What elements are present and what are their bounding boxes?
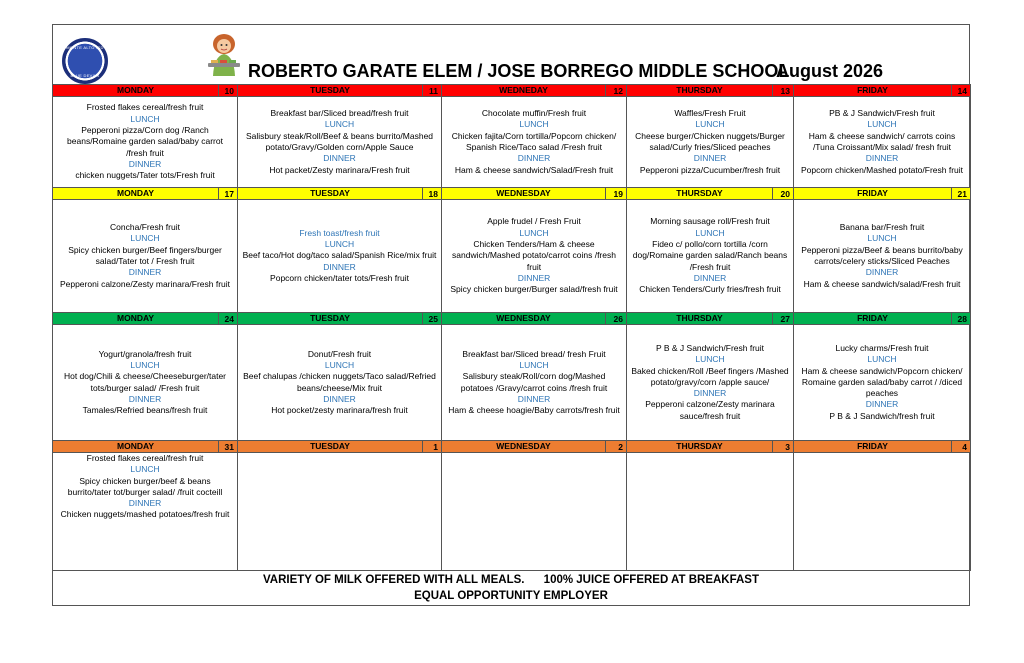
day-menu-cell <box>442 97 627 188</box>
meal-label: DINNER <box>865 399 899 410</box>
day-name: TUESDAY <box>238 313 423 325</box>
menu-line: Concha/Fresh fruit <box>110 222 180 233</box>
menu-line: Beef taco/Hot dog/taco salad/Spanish Rice/mix fruit <box>242 250 437 261</box>
menu-line: Pepperoni pizza/Corn dog /Ranch beans/Romaine garden salad/baby carrot /fresh fruit <box>67 125 223 158</box>
menu-line: Ham & cheese sandwich/Salad/Fresh fruit <box>454 164 614 175</box>
day-date: 25 <box>423 313 442 325</box>
menu-month: August 2026 <box>776 61 884 81</box>
day-menu-cell <box>627 97 794 188</box>
meal-label: DINNER <box>517 153 551 164</box>
menu-line: Baked chicken/Roll /Beef fingers /Mashed potato/gravy/corn /apple sauce/ <box>631 365 789 387</box>
day-name: MONDAY <box>53 188 219 200</box>
menu-line: Donut/Fresh fruit <box>307 348 372 359</box>
meal-label: LUNCH <box>867 354 897 365</box>
meal-label: LUNCH <box>324 359 355 370</box>
day-date: 21 <box>952 188 971 200</box>
menu-line: Banana bar/Fresh fruit <box>839 222 925 233</box>
menu-line: Waffles/Fresh Fruit <box>674 108 746 119</box>
day-date: 14 <box>952 85 971 97</box>
day-name: FRIDAY <box>794 188 952 200</box>
meal-label: LUNCH <box>519 119 549 130</box>
day-name: TUESDAY <box>238 188 423 200</box>
meal-label: LUNCH <box>130 359 160 370</box>
meal-label: LUNCH <box>867 233 897 244</box>
meal-label: DINNER <box>693 272 727 283</box>
day-menu-cell <box>442 453 627 571</box>
day-name: WEDNESDAY <box>442 441 606 453</box>
day-name: WEDNESDAY <box>442 188 606 200</box>
day-date: 3 <box>773 441 794 453</box>
day-menu-cell <box>627 453 794 571</box>
meal-label: LUNCH <box>695 227 725 238</box>
week-menu-row <box>53 200 971 313</box>
day-name: MONDAY <box>53 313 219 325</box>
meal-label: DINNER <box>517 272 551 283</box>
logo-text-bottom: BLUE DEVILS <box>70 73 100 78</box>
meal-label: DINNER <box>865 153 899 164</box>
meal-label: LUNCH <box>695 119 725 130</box>
day-name: FRIDAY <box>794 85 952 97</box>
day-menu-cell <box>627 325 794 441</box>
menu-line: Chocolate muffin/Fresh fruit <box>481 108 587 119</box>
day-date: 13 <box>773 85 794 97</box>
menu-line: Fideo c/ pollo/corn tortilla /corn dog/Romaine garden salad/Ranch beans /Fresh fruit <box>632 239 788 272</box>
menu-line: Salisbury steak/Roll/corn dog/Mashed potatoes /Gravy/carrot coins /fresh fruit <box>460 371 608 393</box>
menu-line: Popcorn chicken/Mashed potato/Fresh fruit <box>800 164 964 175</box>
menu-line: Hot pocket/zesty marinara/fresh fruit <box>271 405 408 416</box>
day-name: FRIDAY <box>794 313 952 325</box>
day-name: TUESDAY <box>238 85 423 97</box>
meal-label: DINNER <box>323 393 356 404</box>
day-menu-cell <box>53 325 238 441</box>
meal-label: LUNCH <box>324 239 355 250</box>
day-date: 11 <box>423 85 442 97</box>
day-menu-cell <box>53 97 238 188</box>
menu-line: Chicken fajita/Corn tortilla/Popcorn chicken/ Spanish Rice/Taco salad /Fresh fruit <box>451 130 617 152</box>
day-menu-cell <box>238 200 442 313</box>
menu-footer <box>52 572 970 604</box>
day-menu-cell <box>238 453 442 571</box>
menu-line: Pepperoni pizza/Cucumber/fresh fruit <box>639 164 781 175</box>
day-date: 26 <box>606 313 627 325</box>
meal-label: DINNER <box>128 158 162 169</box>
week-header-row <box>53 188 971 200</box>
day-menu-cell <box>238 97 442 188</box>
day-date: 17 <box>219 188 238 200</box>
meal-label: DINNER <box>323 261 356 272</box>
meal-label: DINNER <box>128 498 162 509</box>
week-header-row <box>53 313 971 325</box>
menu-line: Popcorn chicken/tater tots/Fresh fruit <box>270 272 409 283</box>
meal-label: DINNER <box>128 393 162 404</box>
week-menu-row <box>53 325 971 441</box>
day-name: WEDNEDAY <box>442 85 606 97</box>
footer-equal-opportunity: EQUAL OPPORTUNITY EMPLOYER <box>414 590 608 602</box>
meal-label: LUNCH <box>519 227 549 238</box>
day-name: THURSDAY <box>627 188 773 200</box>
meal-label: DINNER <box>865 267 899 278</box>
menu-line: Pepperoni pizza/Beef & beans burrito/baby carrots/celery sticks/Sliced Peaches <box>801 244 963 266</box>
day-date: 18 <box>423 188 442 200</box>
school-name-title: ROBERTO GARATE ELEM / JOSE BORREGO MIDDLE SCHOOL <box>248 61 790 81</box>
menu-line: Cheese burger/Chicken nuggets/Burger salad/Curly fries/Sliced peaches <box>635 130 785 152</box>
menu-line: Chicken Tenders/Ham & cheese sandwich/Mashed potato/carrot coins /fresh fruit <box>452 239 616 272</box>
day-menu-cell <box>442 325 627 441</box>
meal-label: DINNER <box>323 153 356 164</box>
school-logo <box>62 38 108 84</box>
meal-label: DINNER <box>517 393 551 404</box>
menu-line: Hot dog/Chili & cheese/Cheeseburger/tater tots/burger salad/ /Fresh fruit <box>63 371 227 393</box>
day-date: 31 <box>219 441 238 453</box>
week-menu-row <box>53 97 971 188</box>
menu-line: Spicy chicken burger/beef & beans burrito/tater tot/burger salad/ /fruit cocteill <box>67 475 223 497</box>
menu-line: P B & J Sandwich/Fresh fruit <box>655 342 765 353</box>
menu-line: Breakfast bar/Sliced bread/ fresh Fruit <box>462 348 606 359</box>
meal-label: LUNCH <box>519 359 549 370</box>
menu-line: Yogurt/granola/fresh fruit <box>98 348 192 359</box>
menu-line: Chicken Tenders/Curly fries/fresh fruit <box>639 284 781 295</box>
day-menu-cell <box>794 325 971 441</box>
menu-line: PB & J Sandwich/Fresh fruit <box>829 108 935 119</box>
day-name: MONDAY <box>53 441 219 453</box>
meal-label: Fresh toast/fresh fruit <box>299 227 380 238</box>
day-menu-cell <box>442 200 627 313</box>
menu-line: Ham & cheese sandwich/ carrots coins /Tuna Croissant/Mix salad/ fresh fruit <box>808 130 956 152</box>
lunch-lady-icon <box>204 32 244 78</box>
menu-line: Ham & cheese hoagie/Baby carrots/fresh fruit <box>448 405 620 416</box>
day-date: 19 <box>606 188 627 200</box>
meal-label: LUNCH <box>130 113 160 124</box>
day-date: 2 <box>606 441 627 453</box>
menu-line: Breakfast bar/Sliced bread/fresh fruit <box>270 108 409 119</box>
footer-milk-juice-note: VARIETY OF MILK OFFERED WITH ALL MEALS. 100% JUICE OFFERED AT BREAKFAST <box>262 574 760 586</box>
menu-line: Tamales/Refried beans/fresh fruit <box>82 405 208 416</box>
day-name: THURSDAY <box>627 441 773 453</box>
menu-line: Hot packet/Zesty marinara/Fresh fruit <box>269 164 410 175</box>
day-menu-cell <box>53 200 238 313</box>
meal-label: DINNER <box>128 267 162 278</box>
menu-line: Beef chalupas /chicken nuggets/Taco salad/Refried beans/cheese/Mix fruit <box>243 371 436 393</box>
day-name: WEDNESDAY <box>442 313 606 325</box>
day-date: 12 <box>606 85 627 97</box>
day-date: 10 <box>219 85 238 97</box>
menu-line: Salisbury steak/Roll/Beef & beans burrito/Mashed potato/Gravy/Golden corn/Apple Sauce <box>245 130 434 152</box>
day-name: TUESDAY <box>238 441 423 453</box>
day-date: 1 <box>423 441 442 453</box>
day-name: FRIDAY <box>794 441 952 453</box>
day-menu-cell <box>53 453 238 571</box>
day-date: 27 <box>773 313 794 325</box>
day-menu-cell <box>794 200 971 313</box>
day-menu-cell <box>627 200 794 313</box>
menu-line: P B & J Sandwich/fresh fruit <box>829 410 935 421</box>
menu-line: Frosted flakes cereal/fresh fruit <box>86 102 204 113</box>
logo-text-top: MONTE ALTO ISD <box>66 45 104 50</box>
meal-label: DINNER <box>693 388 727 399</box>
menu-line: Apple frudel / Fresh Fruit <box>487 216 581 227</box>
menu-line: Ham & cheese sandwich/Popcorn chicken/ Romaine garden salad/baby carrot / /diced peaches <box>801 365 963 399</box>
day-menu-cell <box>794 453 971 571</box>
day-date: 20 <box>773 188 794 200</box>
menu-line: Spicy chicken burger/Burger salad/fresh fruit <box>450 284 618 295</box>
menu-line: chicken nuggets/Tater tots/Fresh fruit <box>75 170 215 181</box>
day-name: THURSDAY <box>627 313 773 325</box>
day-date: 24 <box>219 313 238 325</box>
menu-line: Pepperoni calzone/Zesty marinara sauce/fresh fruit <box>645 399 775 421</box>
meal-label: LUNCH <box>130 233 160 244</box>
day-date: 4 <box>952 441 971 453</box>
meal-label: LUNCH <box>695 354 725 365</box>
menu-calendar <box>52 84 971 571</box>
day-menu-cell <box>238 325 442 441</box>
menu-line: Frosted flakes cereal/fresh fruit <box>86 453 204 463</box>
day-menu-cell <box>794 97 971 188</box>
meal-label: LUNCH <box>867 119 897 130</box>
week-header-row <box>53 85 971 97</box>
day-name: THURSDAY <box>627 85 773 97</box>
meal-label: DINNER <box>693 153 727 164</box>
day-name: MONDAY <box>53 85 219 97</box>
menu-line: Pepperoni calzone/Zesty marinara/Fresh fruit <box>59 278 231 289</box>
menu-line: Spicy chicken burger/Beef fingers/burger salad/Tater tot / Fresh fruit <box>68 244 222 266</box>
menu-line: Ham & cheese sandwich/salad/Fresh fruit <box>803 278 961 289</box>
menu-line: Lucky charms/Fresh fruit <box>835 342 929 353</box>
menu-line: Chicken nuggets/mashed potatoes/fresh fruit <box>60 509 230 520</box>
meal-label: LUNCH <box>130 464 160 475</box>
meal-label: LUNCH <box>324 119 355 130</box>
menu-line: Morning sausage roll/Fresh fruit <box>650 216 770 227</box>
week-menu-row <box>53 453 971 571</box>
week-header-row <box>53 441 971 453</box>
day-date: 28 <box>952 313 971 325</box>
